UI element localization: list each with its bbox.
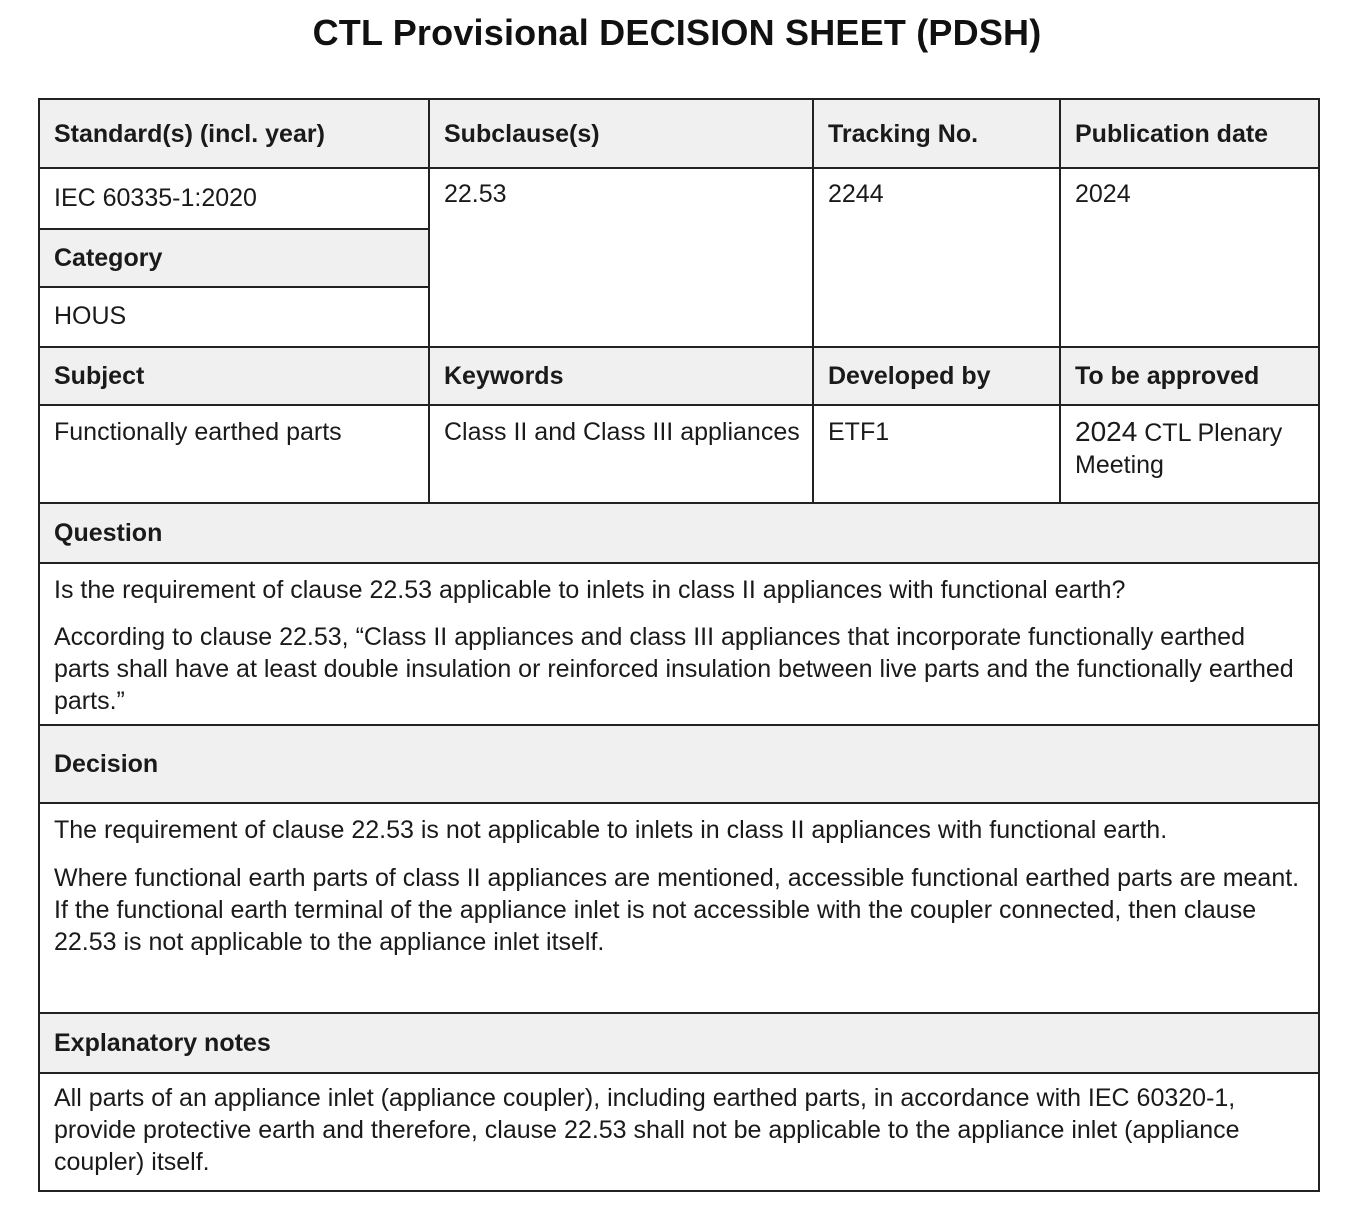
- header-question: Question: [40, 504, 1318, 562]
- rule-col3: [1059, 100, 1061, 504]
- decision-paragraph-1: The requirement of clause 22.53 is not applicable to inlets in class II appliances with functional earth.: [54, 816, 1168, 844]
- value-developed-by: ETF1: [814, 406, 1061, 502]
- value-subject: Functionally earthed parts: [40, 406, 430, 502]
- decision-paragraph-2: Where functional earth parts of class II appliances are mentioned, accessible functional earthed parts are meant. If the functional earth terminal of the appliance inlet is not accessible with the coupler connected, then clause 22.53 is not applicable to the appliance inlet itself.: [54, 864, 1300, 956]
- rule-row3: [40, 404, 1318, 406]
- approval-meeting: CTL Plenary Meeting: [1075, 419, 1283, 479]
- rule-col1: [428, 100, 430, 504]
- rule-row4: [40, 502, 1318, 504]
- decision-sheet-table: [38, 98, 1320, 1192]
- rule-decision-body: [40, 802, 1318, 804]
- rule-decision: [40, 724, 1318, 726]
- header-standards: Standard(s) (incl. year): [40, 100, 430, 168]
- value-publication-date: 2024: [1061, 168, 1318, 346]
- rule-row1: [40, 167, 1318, 169]
- header-to-be-approved: To be approved: [1061, 348, 1318, 404]
- header-keywords: Keywords: [430, 348, 814, 404]
- value-keywords: Class II and Class III appliances: [430, 406, 814, 502]
- decision-body: [40, 804, 1318, 1012]
- header-subclauses: Subclause(s): [430, 100, 814, 168]
- header-decision: Decision: [40, 726, 1318, 802]
- rule-category-value: [40, 286, 430, 288]
- value-standards: IEC 60335-1:2020: [40, 168, 430, 228]
- value-to-be-approved: [1061, 406, 1318, 502]
- rule-standards-category: [40, 228, 430, 230]
- document-title: CTL Provisional DECISION SHEET (PDSH): [312, 12, 1042, 53]
- explanatory-paragraph-1: All parts of an appliance inlet (appliance coupler), including earthed parts, in accordance with IEC 60320-1, provide protective earth and therefore, clause 22.53 shall not be applicable to the appliance inlet (appliance coupler) itself.: [54, 1084, 1240, 1176]
- header-subject: Subject: [40, 348, 430, 404]
- explanatory-body: [40, 1074, 1318, 1190]
- header-publication-date: Publication date: [1061, 100, 1318, 168]
- rule-explanatory-body: [40, 1072, 1318, 1074]
- header-tracking-no: Tracking No.: [814, 100, 1061, 168]
- value-subclauses: 22.53: [430, 168, 814, 346]
- header-explanatory-notes: Explanatory notes: [40, 1014, 1318, 1072]
- rule-row2: [40, 346, 1318, 348]
- value-tracking-no: 2244: [814, 168, 1061, 346]
- question-paragraph-1: Is the requirement of clause 22.53 applicable to inlets in class II appliances with functional earth?: [54, 576, 1126, 604]
- rule-explanatory: [40, 1012, 1318, 1014]
- rule-question: [40, 562, 1318, 564]
- header-developed-by: Developed by: [814, 348, 1061, 404]
- header-category: Category: [40, 230, 430, 286]
- question-paragraph-2: According to clause 22.53, “Class II appliances and class III appliances that incorporate functionally earthed parts shall have at least double insulation or reinforced insulation between live parts and the functionally earthed parts.”: [54, 623, 1294, 715]
- rule-col2: [812, 100, 814, 504]
- approval-year: 2024: [1075, 416, 1138, 447]
- question-body: [40, 564, 1318, 724]
- value-category: HOUS: [40, 288, 430, 346]
